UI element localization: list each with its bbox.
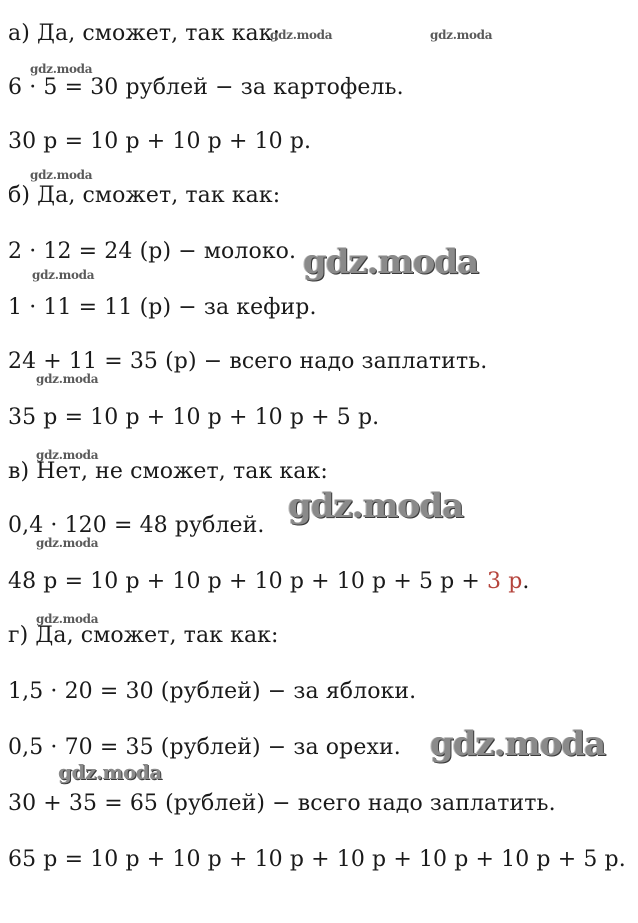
part-d-line-3: 30 + 35 = 65 (рублей) − всего надо заплатить.	[8, 791, 556, 816]
part-c-line-2-main: 48 р = 10 р + 10 р + 10 р + 10 р + 5 р +	[8, 569, 488, 594]
part-d-line-2: 0,5 · 70 = 35 (рублей) − за орехи.	[8, 735, 401, 760]
part-d-heading: г) Да, сможет, так как:	[8, 623, 279, 648]
part-c-line-2	[8, 568, 530, 596]
part-d-line-4: 65 р = 10 р + 10 р + 10 р + 10 р + 10 р + 10 р + 5 р.	[8, 847, 626, 872]
watermark: gdz.moda	[36, 448, 99, 462]
watermark: gdz.moda	[32, 268, 95, 282]
part-d-line-1: 1,5 · 20 = 30 (рублей) − за яблоки.	[8, 679, 417, 704]
part-b-line-3: 24 + 11 = 35 (р) − всего надо заплатить.	[8, 349, 488, 374]
watermark: gdz.moda	[36, 372, 99, 386]
part-a-heading: а) Да, сможет, так как:	[8, 21, 281, 46]
part-a-line-2: 30 р = 10 р + 10 р + 10 р.	[8, 129, 312, 154]
watermark: gdz.moda	[270, 28, 333, 42]
part-b-line-1: 2 · 12 = 24 (р) − молоко.	[8, 239, 297, 264]
watermark: gdz.moda	[36, 612, 99, 626]
watermark: gdz.moda	[36, 536, 99, 550]
part-b-line-4: 35 р = 10 р + 10 р + 10 р + 5 р.	[8, 405, 380, 430]
watermark-large: gdz.moda	[288, 486, 464, 526]
watermark: gdz.moda	[30, 168, 93, 182]
part-c-line-2-end: .	[522, 569, 530, 594]
part-b-line-2: 1 · 11 = 11 (р) − за кефир.	[8, 295, 317, 320]
part-c-heading: в) Нет, не сможет, так как:	[8, 459, 328, 484]
part-c-line-1: 0,4 · 120 = 48 рублей.	[8, 513, 265, 538]
watermark-medium: gdz.moda	[58, 760, 162, 784]
watermark-large: gdz.moda	[430, 724, 606, 764]
highlighted-amount: 3 р	[487, 569, 523, 594]
watermark-large: gdz.moda	[303, 242, 479, 282]
part-b-heading: б) Да, сможет, так как:	[8, 183, 281, 208]
part-a-line-1: 6 · 5 = 30 рублей − за картофель.	[8, 75, 404, 100]
watermark: gdz.moda	[30, 62, 93, 76]
watermark: gdz.moda	[430, 28, 493, 42]
